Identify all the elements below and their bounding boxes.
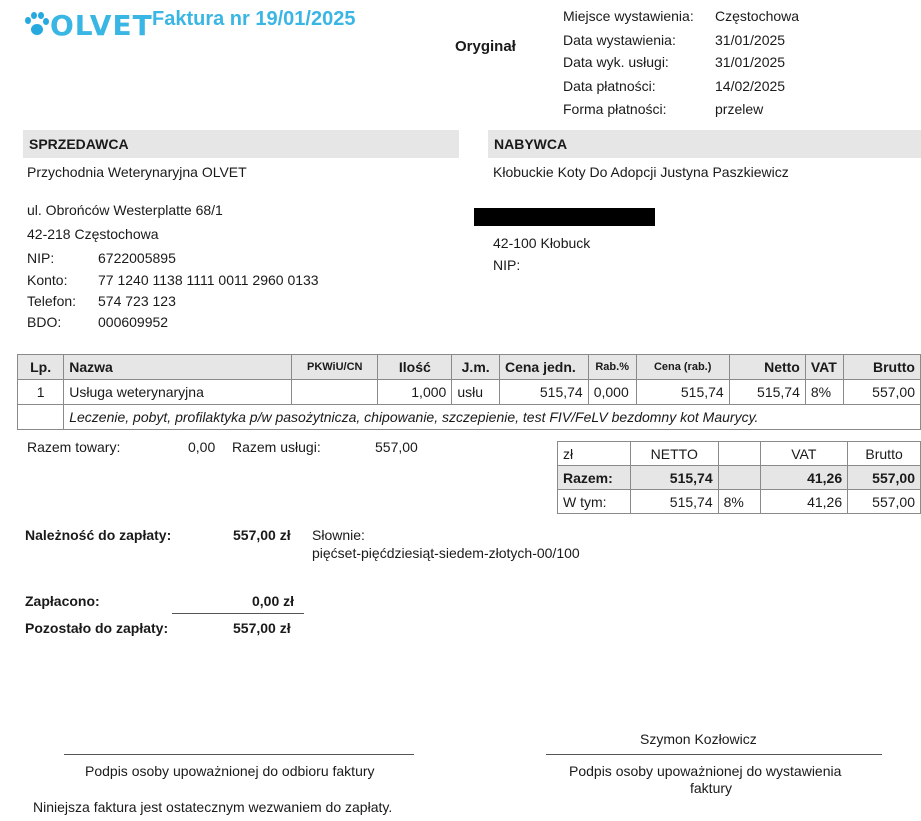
summary-incl-gross: 557,00: [848, 490, 921, 514]
issuer-signature-line: [546, 754, 882, 755]
seller-bdo-value: 000609952: [98, 314, 169, 330]
col-unit: J.m.: [452, 355, 500, 380]
col-lp: Lp.: [18, 355, 64, 380]
seller-city: 42-218 Częstochowa: [27, 226, 159, 242]
issuer-signature-caption-line2: faktury: [690, 780, 733, 796]
summary-vat-header: VAT: [760, 442, 848, 466]
summary-total-net: 515,74: [630, 466, 718, 490]
meta-service-date-value: 31/01/2025: [715, 54, 786, 70]
row-discounted-price: 515,74: [636, 380, 729, 405]
paid-value: 0,00 zł: [252, 593, 295, 609]
redaction-bar: [474, 208, 655, 226]
summary-currency: zł: [558, 442, 631, 466]
summary-incl-rate: 8%: [718, 490, 760, 514]
meta-payment-date-label: Data płatności:: [563, 78, 656, 94]
summary-gross-header: Brutto: [848, 442, 921, 466]
col-name: Nazwa: [64, 355, 292, 380]
goods-total-label: Razem towary:: [27, 439, 121, 455]
meta-payment-method-label: Forma płatności:: [563, 101, 667, 117]
row-discount: 0,000: [588, 380, 636, 405]
seller-heading: SPRZEDAWCA: [23, 130, 459, 158]
row-gross: 557,00: [843, 380, 920, 405]
meta-place-label: Miejsce wystawienia:: [563, 8, 694, 24]
amount-due-label: Należność do zapłaty:: [25, 527, 172, 543]
meta-issue-date-value: 31/01/2025: [715, 32, 786, 48]
col-qty: Ilość: [378, 355, 452, 380]
olvet-logo: [22, 8, 153, 44]
issuer-name: Szymon Kozłowicz: [640, 731, 757, 747]
summary-net-header: NETTO: [630, 442, 718, 466]
col-discount: Rab.%: [588, 355, 636, 380]
receiver-signature-line: [64, 754, 414, 755]
seller-phone-label: Telefon:: [27, 293, 77, 309]
seller-nip-label: NIP:: [27, 250, 55, 266]
col-gross: Brutto: [843, 355, 920, 380]
row-lp: 1: [18, 380, 64, 405]
issuer-signature-caption: Podpis osoby upoważnionej do wystawienia: [569, 763, 842, 779]
summary-total-gross: 557,00: [848, 466, 921, 490]
row-net: 515,74: [729, 380, 805, 405]
amount-due-value: 557,00 zł: [233, 527, 291, 543]
seller-nip-value: 6722005895: [98, 250, 176, 266]
invoice-title: Faktura nr 19/01/2025: [152, 8, 356, 30]
seller-phone-value: 574 723 123: [98, 293, 176, 309]
meta-payment-date-value: 14/02/2025: [715, 78, 786, 94]
buyer-heading: NABYWCA: [488, 130, 921, 158]
remaining-value: 557,00 zł: [233, 620, 291, 636]
summary-header-row: [558, 442, 921, 466]
row-name: Usługa weterynaryjna: [64, 380, 292, 405]
seller-account-label: Konto:: [27, 272, 68, 288]
original-label: Oryginał: [455, 38, 516, 55]
meta-service-date-label: Data wyk. usługi:: [563, 54, 669, 70]
summary-incl-row: [558, 490, 921, 514]
goods-total-value: 0,00: [188, 439, 216, 455]
summary-total-row: [558, 466, 921, 490]
paid-label: Zapłacono:: [25, 593, 100, 609]
table-row-description: [18, 405, 921, 430]
seller-street: ul. Obrońców Westerplatte 68/1: [27, 202, 223, 218]
row-pkwiu: [292, 380, 378, 405]
row-qty: 1,000: [378, 380, 452, 405]
row-description: Leczenie, pobyt, profilaktyka p/w pasożytnicza, chipowanie, szczepienie, test FIV/FeLV bezdomny kot Maurycy.: [64, 405, 921, 430]
services-total-label: Razem usługi:: [232, 439, 321, 455]
meta-payment-method-value: przelew: [715, 101, 764, 117]
receiver-signature-caption: Podpis osoby upoważnionej do odbioru faktury: [85, 763, 375, 779]
col-vat: VAT: [805, 355, 843, 380]
summary-total-label: Razem:: [558, 466, 631, 490]
summary-incl-net: 515,74: [630, 490, 718, 514]
seller-account-value: 77 1240 1138 1111 0011 2960 0133: [98, 272, 319, 288]
paid-underline: [172, 613, 304, 614]
seller-name: Przychodnia Weterynaryjna OLVET: [27, 164, 247, 180]
row-unit: usłu: [452, 380, 500, 405]
col-discounted-price: Cena (rab.): [636, 355, 729, 380]
items-header-row: [18, 355, 921, 380]
summary-incl-vat: 41,26: [760, 490, 848, 514]
buyer-city: 42-100 Kłobuck: [493, 235, 591, 251]
paw-icon: [22, 11, 50, 41]
items-table: [17, 354, 921, 430]
table-row: [18, 380, 921, 405]
in-words-value: pięćset-pięćdziesiąt-siedem-złotych-00/100: [312, 545, 580, 561]
summary-rate-header: [718, 442, 760, 466]
in-words-label: Słownie:: [312, 527, 365, 543]
summary-total-vat: 41,26: [760, 466, 848, 490]
summary-incl-label: W tym:: [558, 490, 631, 514]
services-total-value: 557,00: [375, 439, 418, 455]
buyer-name: Kłobuckie Koty Do Adopcji Justyna Paszkiewicz: [493, 164, 789, 180]
col-net: Netto: [729, 355, 805, 380]
vat-summary-table: [557, 441, 921, 514]
summary-total-rate: [718, 466, 760, 490]
meta-place-value: Częstochowa: [715, 8, 800, 24]
seller-bdo-label: BDO:: [27, 314, 62, 330]
col-unit-price: Cena jedn.: [499, 355, 588, 380]
meta-issue-date-label: Data wystawienia:: [563, 32, 676, 48]
footer-note: Niniejsza faktura jest ostatecznym wezwaniem do zapłaty.: [33, 799, 393, 815]
row-unit-price: 515,74: [499, 380, 588, 405]
buyer-nip-label: NIP:: [493, 257, 521, 273]
row-vat: 8%: [805, 380, 843, 405]
remaining-label: Pozostało do zapłaty:: [25, 620, 169, 636]
logo-text: OLVET: [50, 9, 153, 42]
col-pkwiu: PKWiU/CN: [292, 355, 378, 380]
